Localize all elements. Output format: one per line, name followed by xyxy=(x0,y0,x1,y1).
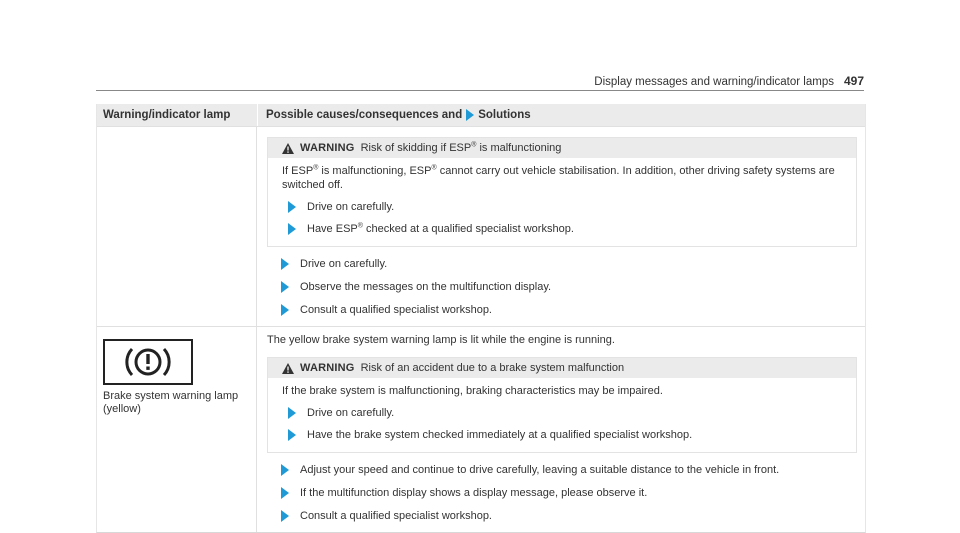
warning-box-esp xyxy=(267,137,857,247)
warning-text-pre: Risk of skidding if ESP xyxy=(360,142,472,154)
step-text: Drive on carefully. xyxy=(307,201,395,213)
table-row-brake xyxy=(97,326,865,532)
list-item xyxy=(267,281,857,293)
warning-body xyxy=(268,158,856,246)
list-item xyxy=(267,510,857,522)
body-text-a: If ESP xyxy=(282,165,314,177)
lamp-name xyxy=(103,390,250,416)
warning-triangle-icon xyxy=(282,363,294,374)
lamp-name-line1: Brake system warning lamp xyxy=(103,390,239,402)
warning-text xyxy=(361,142,562,154)
list-item xyxy=(267,464,857,476)
arrow-right-icon xyxy=(281,487,289,499)
list-item xyxy=(267,258,857,270)
arrow-right-icon xyxy=(288,429,296,441)
warning-header xyxy=(268,138,856,158)
col-header-solutions-label: Solutions xyxy=(478,109,531,121)
page-number: 497 xyxy=(843,74,864,88)
step-text: If the multifunction display shows a display message, please observe it. xyxy=(300,487,648,499)
list-item xyxy=(267,304,857,316)
arrow-right-icon xyxy=(281,258,289,270)
warning-body-text xyxy=(282,164,848,192)
page-header-title: Display messages and warning/indicator lamps xyxy=(594,76,834,88)
step-text: Drive on carefully. xyxy=(307,407,395,419)
warning-body xyxy=(268,378,856,452)
warning-title: WARNING xyxy=(300,142,355,154)
arrow-right-icon xyxy=(466,109,474,121)
causes-cell-brake xyxy=(257,327,865,532)
table-header xyxy=(97,104,865,126)
lamp-name-line2: (yellow) xyxy=(103,403,141,415)
step-text: Consult a qualified specialist workshop. xyxy=(300,510,492,522)
arrow-right-icon xyxy=(288,407,296,419)
registered-mark: ® xyxy=(471,141,477,149)
step-text: Drive on carefully. xyxy=(300,258,388,270)
step-text: Adjust your speed and continue to drive carefully, leaving a suitable distance to the vehicle in front. xyxy=(300,464,780,476)
registered-mark: ® xyxy=(431,164,437,172)
warning-title: WARNING xyxy=(300,362,355,374)
intro-text: The yellow brake system warning lamp is lit while the engine is running. xyxy=(267,334,615,346)
causes-cell-esp xyxy=(257,127,865,326)
warning-body-text: If the brake system is malfunctioning, braking characteristics may be impaired. xyxy=(282,385,663,397)
col-header-causes xyxy=(258,104,865,126)
body-text-c: cannot carry out vehicle stabilisation. In addition, other driving safety systems are xyxy=(436,165,835,177)
body-text-d: switched off. xyxy=(282,179,343,191)
step-text: Have the brake system checked immediately at a qualified specialist workshop. xyxy=(307,429,693,441)
arrow-right-icon xyxy=(281,281,289,293)
list-item xyxy=(282,406,848,420)
warning-text: Risk of an accident due to a brake system malfunction xyxy=(360,362,625,374)
step-text: Consult a qualified specialist workshop. xyxy=(300,304,492,316)
lamp-cell-empty xyxy=(97,127,257,326)
lamp-cell-brake xyxy=(97,327,257,532)
brake-warning-lamp-icon xyxy=(103,339,193,385)
step-text-b: checked at a qualified specialist workshop. xyxy=(362,223,574,235)
warning-box-brake xyxy=(267,357,857,453)
header-rule xyxy=(96,90,864,91)
col-header-causes-label: Possible causes/consequences and xyxy=(266,109,463,121)
body-text-b: is malfunctioning, ESP xyxy=(318,165,432,177)
warning-text-post: is malfunctioning xyxy=(476,142,562,154)
step-text-a: Have ESP xyxy=(307,223,358,235)
warning-lamp-table xyxy=(96,104,866,533)
registered-mark: ® xyxy=(357,222,363,230)
step-text: Observe the messages on the multifunction display. xyxy=(300,281,552,293)
registered-mark: ® xyxy=(313,164,319,172)
arrow-right-icon xyxy=(288,223,296,235)
table-row-esp xyxy=(97,126,865,326)
arrow-right-icon xyxy=(281,464,289,476)
page-header xyxy=(594,74,864,88)
list-item xyxy=(267,487,857,499)
list-item xyxy=(282,222,848,236)
arrow-right-icon xyxy=(281,510,289,522)
warning-header xyxy=(268,358,856,378)
list-item xyxy=(282,200,848,214)
list-item xyxy=(282,428,848,442)
arrow-right-icon xyxy=(288,201,296,213)
step-text xyxy=(307,222,574,236)
col-header-lamp: Warning/indicator lamp xyxy=(97,104,258,126)
arrow-right-icon xyxy=(281,304,289,316)
warning-triangle-icon xyxy=(282,143,294,154)
